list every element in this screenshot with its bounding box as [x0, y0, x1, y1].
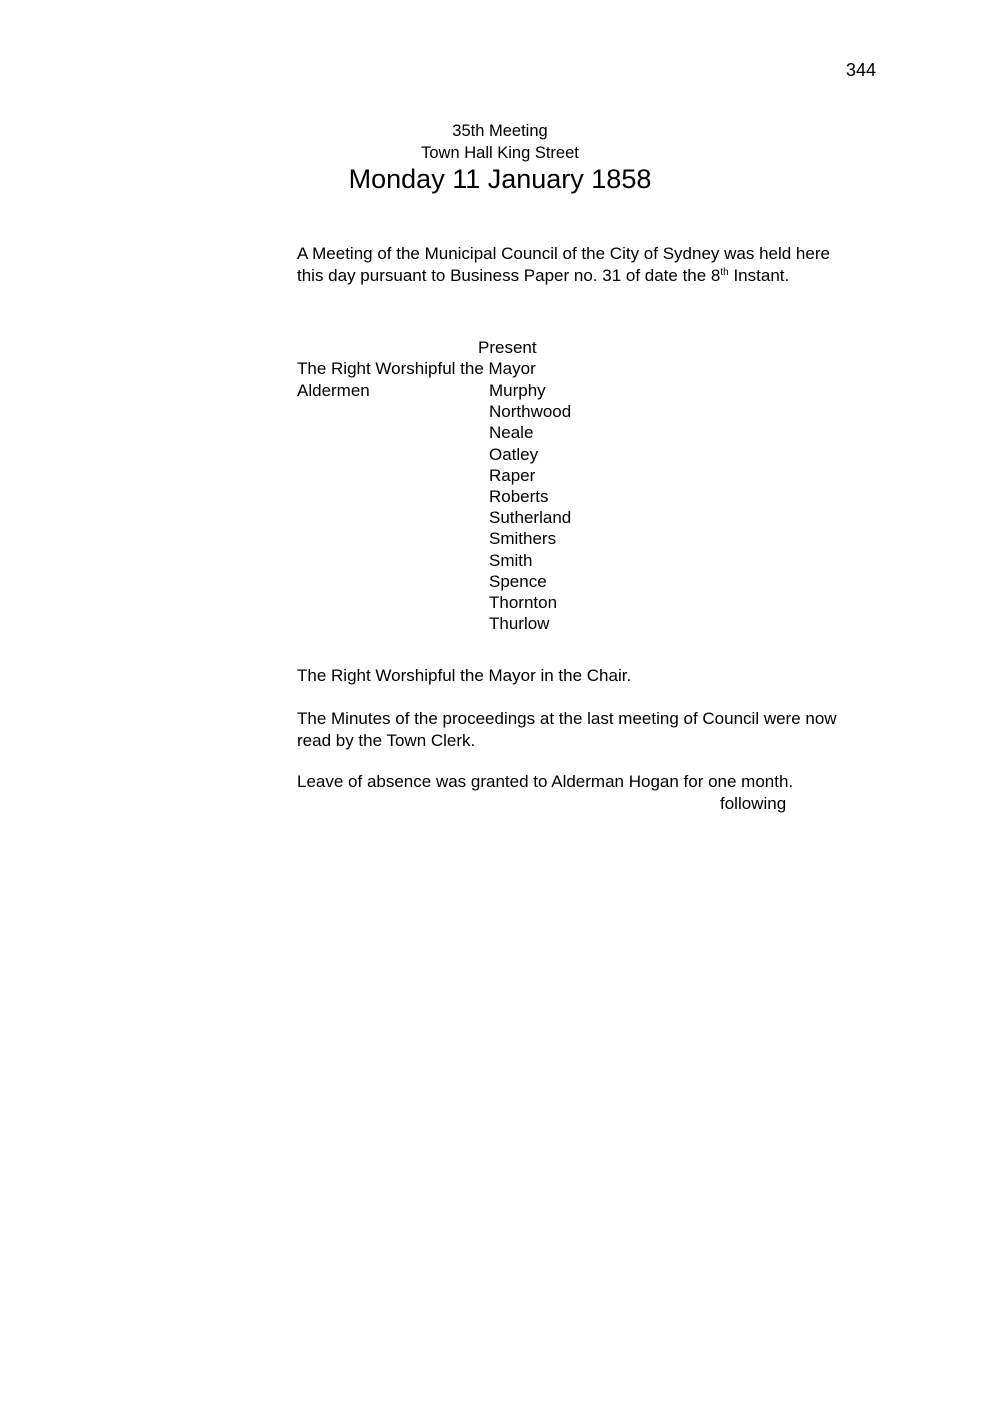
page-number: 344 — [846, 60, 877, 80]
minutes-paragraph — [297, 708, 837, 751]
alderman-name: Spence — [489, 571, 547, 591]
alderman-name: Murphy — [489, 381, 546, 400]
intro-line-1: A Meeting of the Municipal Council of the City of Sydney was held here — [297, 244, 830, 263]
minutes-line-1: The Minutes of the proceedings at the last meeting of Council were now — [297, 709, 837, 728]
meeting-place: Town Hall King Street — [421, 144, 579, 162]
ordinal-suffix: th — [720, 266, 729, 278]
intro-line-2 — [297, 265, 830, 287]
present-heading: Present — [478, 338, 537, 357]
intro-paragraph — [297, 243, 830, 286]
leave-of-absence: Leave of absence was granted to Alderman Hogan for one month. — [297, 772, 794, 791]
mayor-line: The Right Worshipful the Mayor — [297, 359, 536, 378]
alderman-name: Smith — [489, 550, 533, 570]
alderman-name: Thurlow — [489, 614, 550, 634]
meeting-number: 35th Meeting — [452, 122, 548, 140]
meeting-date-title: Monday 11 January 1858 — [348, 164, 652, 194]
alderman-name: Northwood — [489, 402, 572, 422]
minutes-line-2: read by the Town Clerk. — [297, 730, 476, 750]
intro-line-2-tail: Instant. — [728, 265, 790, 285]
intro-line-2-text: this day pursuant to Business Paper no. 31 of date the 8 — [297, 265, 721, 285]
alderman-name: Sutherland — [489, 508, 572, 528]
catchword: following — [720, 794, 787, 813]
alderman-name: Neale — [489, 423, 534, 443]
alderman-name: Thornton — [489, 592, 558, 612]
chair-statement: The Right Worshipful the Mayor in the Chair. — [297, 666, 632, 685]
aldermen-list — [489, 380, 571, 634]
alderman-name: Roberts — [489, 486, 549, 506]
aldermen-label: Aldermen — [297, 381, 370, 400]
alderman-name: Raper — [489, 465, 536, 485]
alderman-name: Oatley — [489, 444, 539, 464]
alderman-name: Smithers — [489, 529, 557, 549]
